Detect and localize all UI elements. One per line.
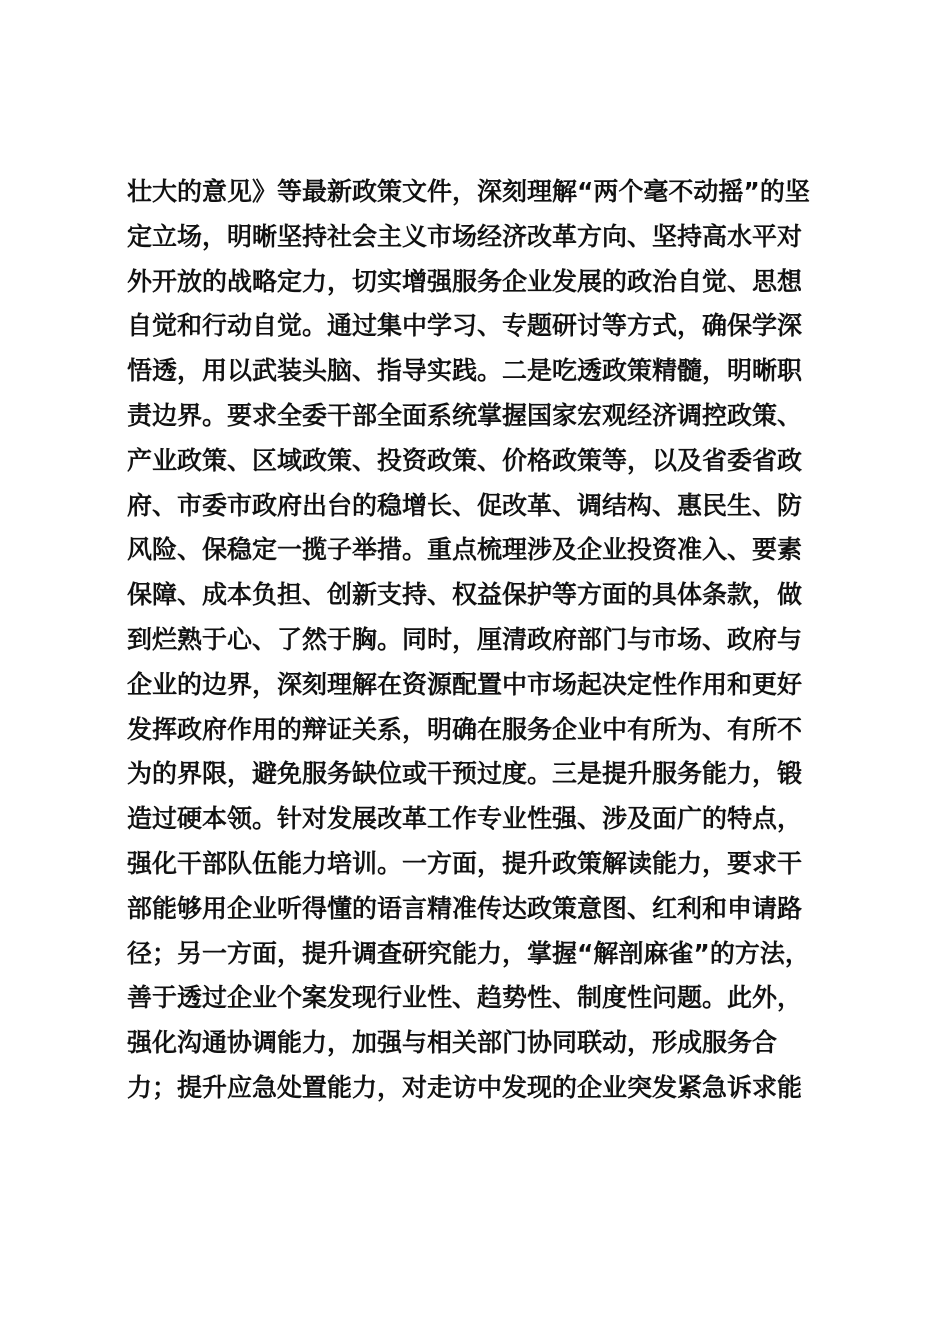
text-line: 为的界限，避免服务缺位或干预过度。三是提升服务能力，锻 <box>127 759 803 789</box>
text-line: 自觉和行动自觉。通过集中学习、专题研讨等方式，确保学深 <box>127 311 803 341</box>
text-line: 造过硬本领。针对发展改革工作专业性强、涉及面广的特点， <box>127 804 803 834</box>
text-line: 强化沟通协调能力，加强与相关部门协同联动，形成服务合 <box>127 1028 778 1058</box>
text-line: 悟透，用以武装头脑、指导实践。二是吃透政策精髓，明晰职 <box>127 356 803 386</box>
text-line: 壮大的意见》等最新政策文件，深刻理解“两个毫不动摇”的坚 <box>127 177 810 206</box>
text-line: 企业的边界，深刻理解在资源配置中市场起决定性作用和更好 <box>127 669 803 699</box>
text-line: 部能够用企业听得懂的语言精准传达政策意图、红利和申请路 <box>127 893 803 923</box>
text-line: 产业政策、区域政策、投资政策、价格政策等，以及省委省政 <box>127 445 803 475</box>
text-line: 强化干部队伍能力培训。一方面，提升政策解读能力，要求干 <box>127 848 803 878</box>
text-line: 府、市委市政府出台的稳增长、促改革、调结构、惠民生、防 <box>127 490 803 520</box>
text-line: 保障、成本负担、创新支持、权益保护等方面的具体条款，做 <box>127 580 803 610</box>
text-line: 径；另一方面，提升调查研究能力，掌握“解剖麻雀”的方法， <box>127 938 810 968</box>
text-line: 发挥政府作用的辩证关系，明确在服务企业中有所为、有所不 <box>127 714 803 744</box>
text-line: 力；提升应急处置能力，对走访中发现的企业突发紧急诉求能 <box>127 1072 803 1102</box>
text-line: 风险、保稳定一揽子举措。重点梳理涉及企业投资准入、要素 <box>127 535 803 565</box>
text-line: 外开放的战略定力，切实增强服务企业发展的政治自觉、思想 <box>127 266 803 296</box>
text-line: 善于透过企业个案发现行业性、趋势性、制度性问题。此外， <box>127 983 803 1013</box>
text-line: 到烂熟于心、了然于胸。同时，厘清政府部门与市场、政府与 <box>127 624 803 654</box>
text-line: 定立场，明晰坚持社会主义市场经济改革方向、坚持高水平对 <box>127 221 803 251</box>
body-paragraph <box>127 170 827 1111</box>
text-line: 责边界。要求全委干部全面系统掌握国家宏观经济调控政策、 <box>127 400 803 430</box>
